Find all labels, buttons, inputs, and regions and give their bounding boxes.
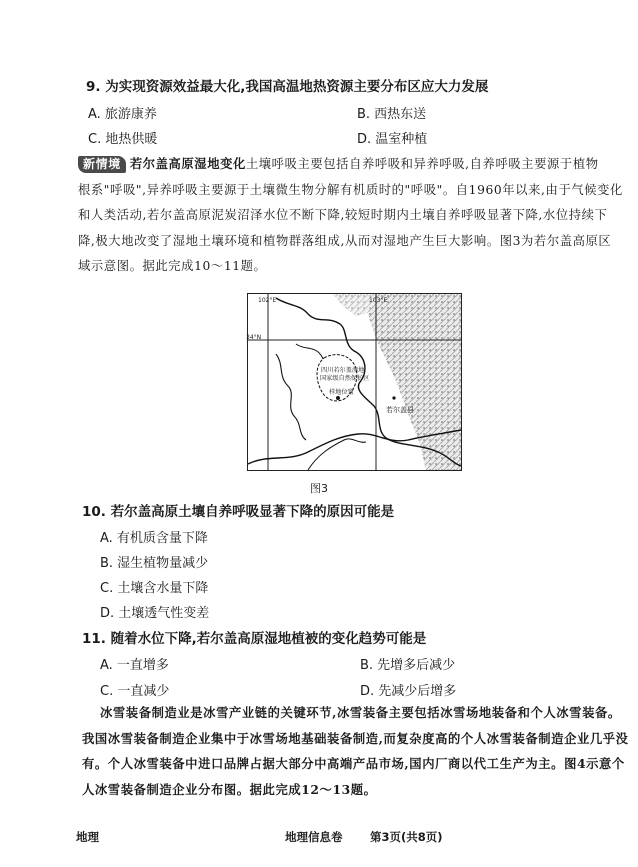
question-11-option-c[interactable]: C. 一直减少: [100, 684, 170, 699]
question-10-option-d[interactable]: D. 土壤透气性变差: [100, 606, 210, 621]
context2-line-1: 冰雪装备制造业是冰雪产业链的关键环节,冰雪装备主要包括冰雪场地装备和个人冰雪装备。: [100, 705, 621, 720]
zoige-region-map: [247, 293, 462, 471]
question-9-option-c[interactable]: C. 地热供暖: [88, 132, 158, 147]
river-west: [276, 354, 306, 440]
context-line-3: 和人类活动,若尔盖高原泥炭沼泽水位不断下降,较短时期内土壤自养呼吸显著下降,水位持续下: [78, 208, 608, 222]
lon-label-right: 103°E: [369, 297, 388, 304]
context-paragraph: [78, 152, 623, 280]
context-paragraph-2: [82, 700, 629, 802]
question-10-option-b[interactable]: B. 湿生植物量减少: [100, 556, 209, 571]
lon-label-left: 102°E: [258, 297, 277, 304]
context-line-2: 根系"呼吸",异养呼吸主要源于土壤微生物分解有机质时的"呼吸"。自1960年以来,由于气候变化: [78, 182, 623, 197]
mountain-relief-east: [368, 294, 461, 470]
context-line-1: 土壤呼吸主要包括自养呼吸和异养呼吸,自养呼吸主要源于植物: [245, 157, 599, 171]
question-9-option-a[interactable]: A. 旅游康养: [88, 107, 157, 122]
question-10-option-c[interactable]: C. 土壤含水量下降: [100, 581, 209, 596]
county-marker: [392, 396, 395, 399]
river-south: [308, 439, 366, 470]
question-11-option-b[interactable]: B. 先增多后减少: [360, 658, 456, 673]
map-svg: [248, 294, 461, 470]
context-line-5: 域示意图。据此完成10～11题。: [78, 259, 267, 273]
footer-subject: 地理: [76, 830, 99, 844]
sample-site-label: 样地位置: [329, 389, 354, 396]
footer-center: 地理信息卷: [285, 830, 343, 844]
question-11-option-a[interactable]: A. 一直增多: [100, 658, 169, 673]
question-11-title: 11. 随着水位下降,若尔盖高原湿地植被的变化趋势可能是: [82, 631, 427, 647]
reserve-label-line-2: 国家级自然保护区: [320, 375, 370, 382]
context2-line-2: 我国冰雪装备制造企业集中于冰雪场地基础装备制造,而复杂度高的个人冰雪装备制造企业几乎没: [82, 730, 629, 746]
county-label: 若尔盖县: [386, 406, 414, 414]
sample-site-marker: [336, 396, 340, 400]
context-topic: 若尔盖高原湿地变化: [129, 157, 246, 171]
context2-line-4: 人冰雪装备制造企业分布图。据此完成12～13题。: [82, 781, 377, 797]
footer-page-number: 第3页(共8页): [370, 830, 443, 844]
reserve-label-line-1: 四川若尔盖湿地: [321, 367, 365, 374]
question-9-title: 9. 为实现资源效益最大化,我国高温地热资源主要分布区应大力发展: [86, 79, 489, 95]
context-line-4: 降,极大地改变了湿地土壤环境和植物群落组成,从而对湿地产生巨大影响。图3为若尔盖高原区: [78, 233, 612, 248]
new-context-tag: 新情境: [78, 156, 126, 173]
lat-label: 34°N: [246, 334, 262, 341]
question-9-option-d[interactable]: D. 温室种植: [357, 132, 428, 147]
question-11-option-d[interactable]: D. 先减少后增多: [360, 684, 457, 699]
figure-caption: 图3: [310, 482, 328, 495]
question-9-option-b[interactable]: B. 西热东送: [357, 107, 427, 122]
question-10-title: 10. 若尔盖高原土壤自养呼吸显著下降的原因可能是: [82, 504, 395, 520]
question-10-option-a[interactable]: A. 有机质含量下降: [100, 531, 208, 546]
context2-line-3: 有。个人冰雪装备中进口品牌占据大部分中高端产品市场,国内厂商以代工生产为主。图4示意个: [82, 756, 625, 771]
